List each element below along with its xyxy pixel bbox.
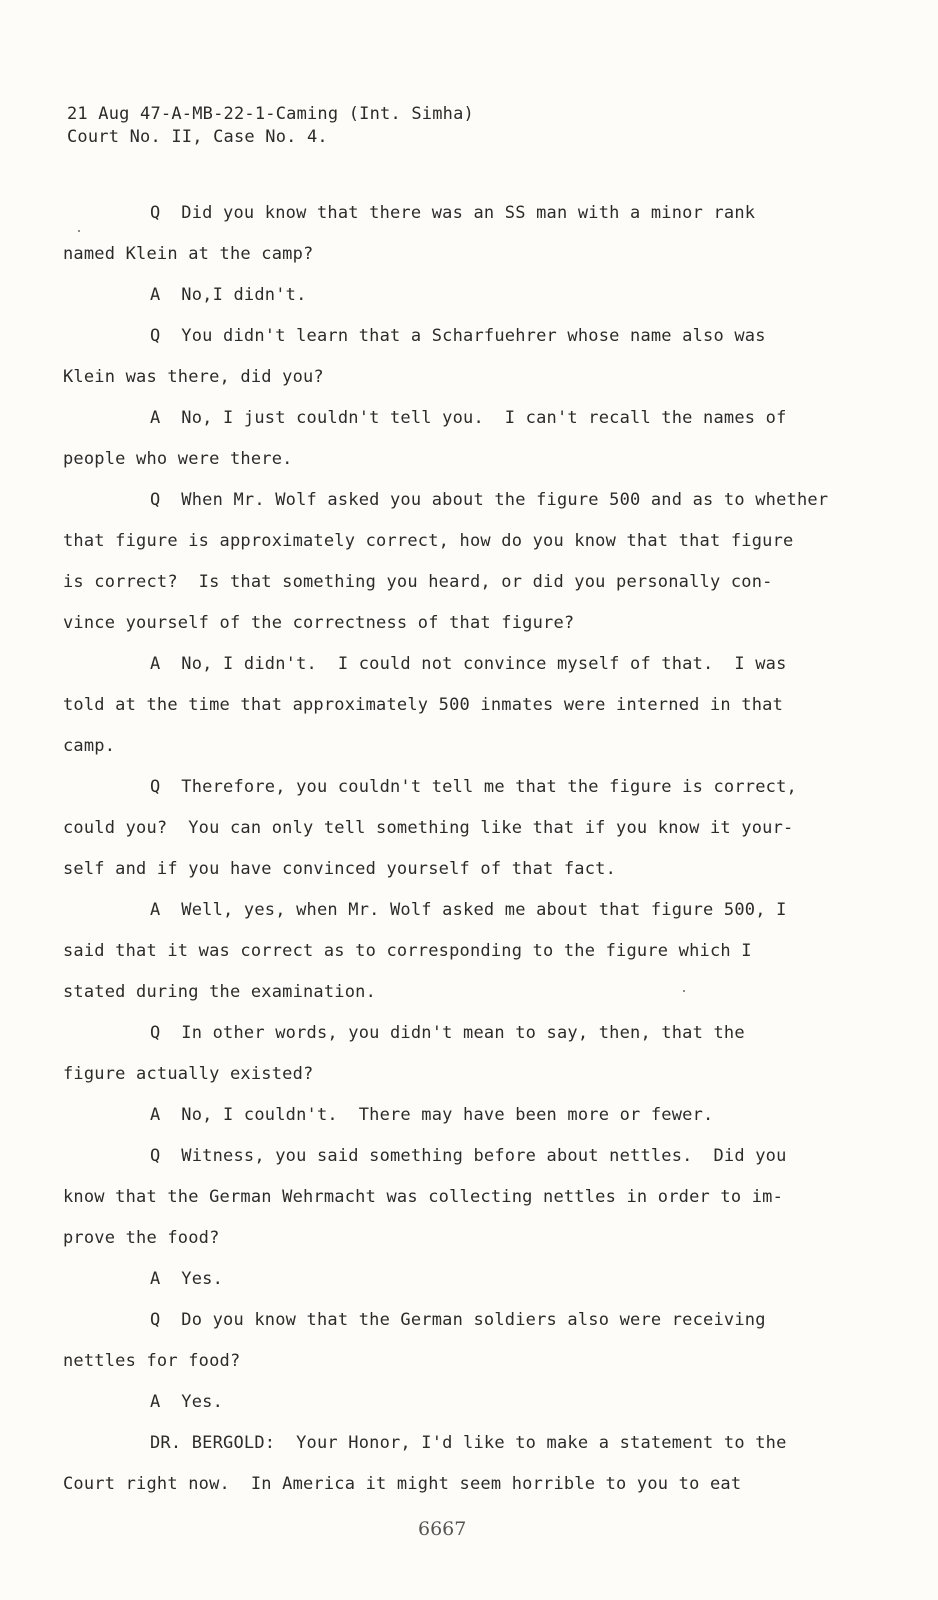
header-line-1: 21 Aug 47-A-MB-22-1-Caming (Int. Simha) — [67, 104, 474, 124]
page-number: 6667 — [418, 1518, 467, 1540]
text-line: Q In other words, you didn't mean to say, then, that the — [150, 1023, 745, 1043]
text-line: that figure is approximately correct, how do you know that that figure — [63, 531, 794, 551]
text-line: Q Witness, you said something before about nettles. Did you — [150, 1146, 787, 1166]
ink-speck — [683, 990, 685, 992]
text-line: is correct? Is that something you heard, or did you personally con- — [63, 572, 773, 592]
text-line: A No,I didn't. — [150, 285, 307, 305]
text-line: prove the food? — [63, 1228, 220, 1248]
header-line-2: Court No. II, Case No. 4. — [67, 127, 328, 147]
text-line: vince yourself of the correctness of that figure? — [63, 613, 575, 633]
text-line: know that the German Wehrmacht was collecting nettles in order to im- — [63, 1187, 784, 1207]
ink-speck — [78, 230, 80, 232]
text-line: A No, I couldn't. There may have been more or fewer. — [150, 1105, 714, 1125]
text-line: Court right now. In America it might seem horrible to you to eat — [63, 1474, 742, 1494]
text-line: Q When Mr. Wolf asked you about the figure 500 and as to whether — [150, 490, 829, 510]
text-line: A Yes. — [150, 1269, 224, 1289]
text-line: stated during the examination. — [63, 982, 377, 1002]
text-line: Q You didn't learn that a Scharfuehrer whose name also was — [150, 326, 766, 346]
text-line: Q Did you know that there was an SS man with a minor rank — [150, 203, 756, 223]
text-line: A No, I didn't. I could not convince myself of that. I was — [150, 654, 787, 674]
text-line: A Yes. — [150, 1392, 224, 1412]
text-line: named Klein at the camp? — [63, 244, 314, 264]
text-line: DR. BERGOLD: Your Honor, I'd like to make a statement to the — [150, 1433, 787, 1453]
text-line: could you? You can only tell something like that if you know it your- — [63, 818, 794, 838]
text-line: nettles for food? — [63, 1351, 241, 1371]
text-line: figure actually existed? — [63, 1064, 314, 1084]
text-line: self and if you have convinced yourself of that fact. — [63, 859, 617, 879]
text-line: Q Do you know that the German soldiers also were receiving — [150, 1310, 766, 1330]
text-line: people who were there. — [63, 449, 293, 469]
text-line: Klein was there, did you? — [63, 367, 324, 387]
text-line: said that it was correct as to corresponding to the figure which I — [63, 941, 752, 961]
text-line: told at the time that approximately 500 inmates were interned in that — [63, 695, 784, 715]
text-line: A Well, yes, when Mr. Wolf asked me about that figure 500, I — [150, 900, 787, 920]
text-line: camp. — [63, 736, 116, 756]
text-line: A No, I just couldn't tell you. I can't recall the names of — [150, 408, 787, 428]
text-line: Q Therefore, you couldn't tell me that the figure is correct, — [150, 777, 797, 797]
